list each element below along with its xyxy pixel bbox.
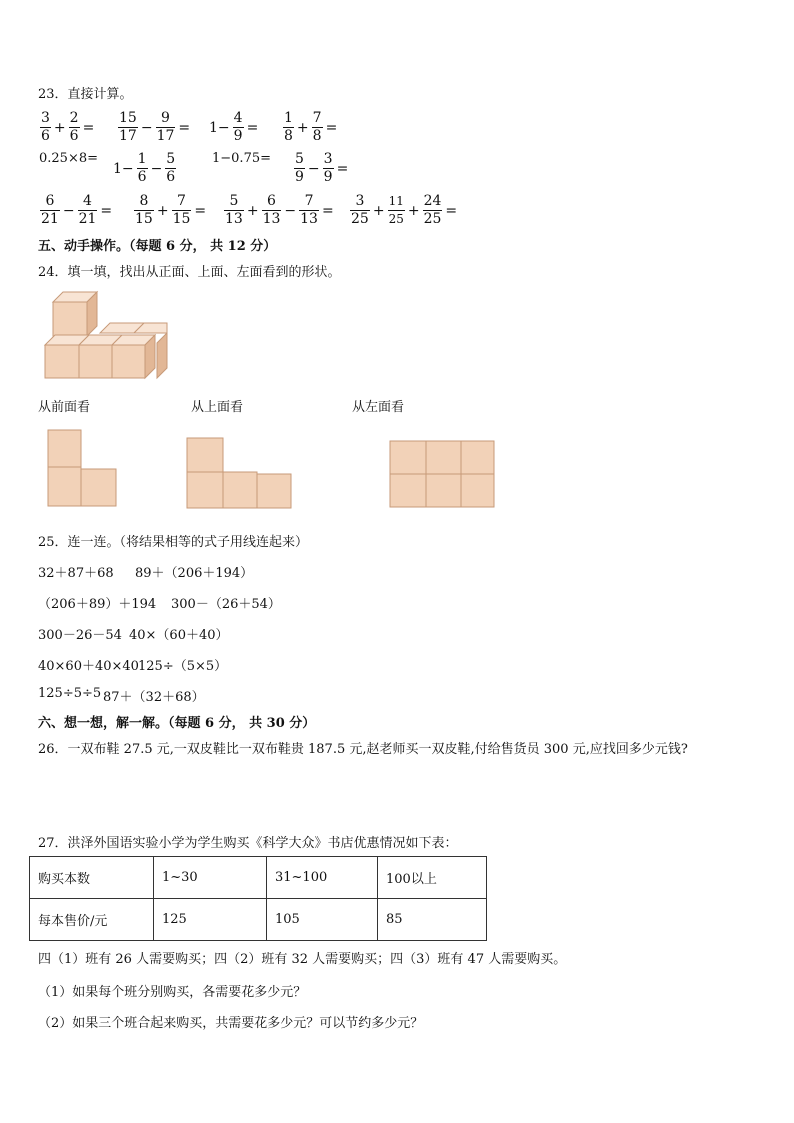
q23-title: 23．直接计算。 bbox=[38, 87, 133, 102]
table-row bbox=[30, 857, 487, 899]
q27-info: 四（1）班有 26 人需要购买；四（2）班有 32 人需要购买；四（3）班有 47 人需要购买。 bbox=[38, 952, 567, 967]
table-cell: 1~30 bbox=[154, 857, 267, 899]
q23-r2-e3: 1−0.75= bbox=[212, 151, 272, 166]
q23-r1-e4: $\frac{1}{8}$ + $\frac{7}{8}$ = bbox=[284, 110, 338, 144]
q25-right-4: 125÷（5×5） bbox=[138, 659, 228, 674]
table-row bbox=[30, 899, 487, 941]
q27-sub1: （1）如果每个班分别购买，各需要花多少元？ bbox=[38, 985, 307, 1000]
q23-r1-e3: 1− $\frac{4}{9}$ = bbox=[209, 110, 259, 144]
label-front-view: 从前面看 bbox=[38, 400, 91, 415]
q26-text: 26．一双布鞋 27.5 元,一双皮鞋比一双布鞋贵 187.5 元,赵老师买一双皮鞋,付给售货员 300 元,应找回多少元钱? bbox=[38, 742, 688, 757]
q23-r3-e3: $\frac{5}{13}$ + $\frac{6}{13}$ − $\frac{7}{13}$ = bbox=[225, 193, 334, 227]
q25-left-5: 125÷5÷5 bbox=[38, 686, 102, 701]
q25-right-5: 87＋（32＋68） bbox=[103, 690, 205, 705]
q23-r2-e4: $\frac{5}{9}$ − $\frac{3}{9}$ = bbox=[295, 151, 349, 185]
q23-r3-e4: $\frac{3}{25}$ + $\frac{11}{25}$ + $\frac{24}{25}$ = bbox=[351, 193, 458, 227]
table-cell: 31~100 bbox=[267, 857, 378, 899]
q25-right-3: 40×（60＋40） bbox=[129, 628, 229, 643]
left-view-shape bbox=[389, 440, 497, 510]
table-cell: 105 bbox=[267, 899, 378, 941]
front-view-shape bbox=[47, 429, 119, 509]
price-table bbox=[29, 856, 487, 941]
q25-left-1: 32＋87＋68 bbox=[38, 566, 114, 581]
q25-left-4: 40×60＋40×40 bbox=[38, 659, 139, 674]
q25-right-1: 89＋（206＋194） bbox=[135, 566, 254, 581]
cube-stack-figure bbox=[40, 288, 175, 383]
table-cell: 购买本数 bbox=[30, 857, 154, 899]
section6-heading: 六、想一想，解一解。（每题 6 分， 共 30 分） bbox=[38, 716, 316, 731]
table-cell: 85 bbox=[378, 899, 487, 941]
q23-r1-e2: $\frac{15}{17}$ − $\frac{9}{17}$ = bbox=[119, 110, 191, 144]
table-cell: 125 bbox=[154, 899, 267, 941]
q25-left-2: （206＋89）＋194 bbox=[38, 597, 157, 612]
q27-sub2: （2）如果三个班合起来购买，共需要花多少元？可以节约多少元？ bbox=[38, 1016, 424, 1031]
q23-r3-e1: $\frac{6}{21}$ − $\frac{4}{21}$ = bbox=[41, 193, 113, 227]
q24-title: 24．填一填，找出从正面、上面、左面看到的形状。 bbox=[38, 265, 341, 280]
q23-r2-e1: 0.25×8= bbox=[39, 151, 99, 166]
q23-r2-e2: 1− $\frac{1}{6}$ − $\frac{5}{6}$ bbox=[113, 151, 176, 185]
table-cell: 每本售价/元 bbox=[30, 899, 154, 941]
q25-right-2: 300－（26＋54） bbox=[171, 597, 281, 612]
q27-title: 27．洪泽外国语实验小学为学生购买《科学大众》书店优惠情况如下表： bbox=[38, 836, 458, 851]
top-view-shape bbox=[186, 437, 294, 511]
q25-title: 25．连一连。（将结果相等的式子用线连起来） bbox=[38, 535, 309, 550]
table-cell: 100以上 bbox=[378, 857, 487, 899]
q23-r3-e2: $\frac{8}{15}$ + $\frac{7}{15}$ = bbox=[135, 193, 207, 227]
section5-heading: 五、动手操作。（每题 6 分， 共 12 分） bbox=[38, 239, 277, 254]
label-left-view: 从左面看 bbox=[352, 400, 405, 415]
q25-left-3: 300－26－54 bbox=[38, 628, 122, 643]
q23-r1-e1: $\frac{3}{6}$ + $\frac{2}{6}$ = bbox=[41, 110, 95, 144]
label-top-view: 从上面看 bbox=[191, 400, 244, 415]
